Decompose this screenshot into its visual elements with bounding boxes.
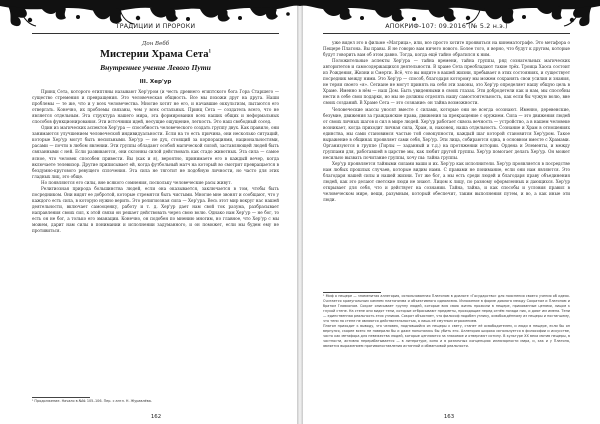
paragraph: Положительные аспекты Хер'ура — тайна времени, тайна группы, ряд сознательных магических авторитетов и самосодержащихся деятельности. В храме Сета преобладают такие трёх. Троица Хаоса состоит из Рождения, Жизни и Смерти. Всё, что вы видите в вашей жизни, пребывает в этих состояниях, и существует посредник между ними. Это Хер'ур — способ, благодаря которому мы можем сохранять свои усилия и знания, не теряя своего «я». Сетиане не могут принять на себя эти законы, это Хер'ур определяет нашу общую цель в Храме. Именно в нём — наш Дом. Быть увиденными в своих глазах. Эти добродетели как и нам, мы способны нести в себе свои подарки, но мы не должны отделять нашу самостоятельность, как если бы чужую волю, вне своих созданий. В Храме Сета — это сознание: он тайна возможности. [323, 58, 570, 106]
paragraph: уже видел это в фильме «Матрица», или, все просто хотите проявиться на кинематографе. Это метафора о Пещере Платона. Вы правы. Я не говорю вам ничего нового. Более того, я верно, что будут к другим, которые будут говорить вам об этом давно. Тогда, когда ещё тайно обратился к ним. [323, 40, 570, 58]
right-footnotes [323, 294, 570, 398]
paragraph: Религиозная природа большинства людей, если она оказывается, заключается в том, чтобы быть посредником. Они видят ее добротой, которые стремятся быть чистыми. Многие мне звонят и сообщают, что у каждого есть сила, в которую нужно верить. Это религиозная сила — Хер'ура. Весь этот мир вокруг нас нашей деятельности, включает самооценку, работу и т. д. Хер'ур дает нам свой ток разума, разбрасывает направления своих сил, к этой связи он решает действовать через свою волю. Однако нам Хер'ур — не бог, то есть он не бог, а только его эманации. Конечно, он подобен по мнению многим, но главное, что Хер'ур с мы можем, дарит нам силы в понимании и исполнении задуманного, и он поможет, если мы будем ему не противиться. [32, 185, 279, 234]
paragraph: Один из магических аспектов Хер'ура — способность человеческого создать группу двух. Как правило, они занимаются улучшением человеческой индивидуальности. Если на то есть причина, они несколько ситуаций, которые Хер'ур могут быть несильными. Хер'ур — не дух, стоящий за корпорациями, национальностями, расами — почти в любом явлении. Эти группы обладают особой магической силой, заставляющей людей быть связанными с ней. Если развиваются, они склонны силой действовать как стадо животных. Эта сила — самое ясное, что человек способен привести. Вы (как и я), вероятно, принимаете его в каждый вечер, когда включаете телевизор. Другие приписывает ей, когда футбольный матч на который во смотрит превращается в бездумно-кругового ревущего сплочения. Эта сила не тяготит не подобную личности, но часто для этих гладных лиц, это обще. [32, 125, 279, 179]
right-body-text [323, 40, 570, 288]
author-name: Дон Вебб [141, 41, 170, 47]
page-number-right: 163 [443, 414, 455, 420]
footnote: Платон приходит к выводу, что человек, поднявшийся из пещеры к свету, станет её освободителем, и люди в пещере, если бы он вернулся, скорее всего не поверили бы и даже попытались бы убить его. Аллегория широко используется в философии и искусстве, часто как метафора для невежества людей, которые цепляются за знакомое и отвергают истину. В культуре XX века мотив пещеры, в частности, активно перерабатывается — в литературе, кино и в различных концепциях иллюзорности мира, и, как и у Платона, является выражением противопоставления истинной и обманчивой реальности. [323, 324, 570, 349]
footnote: ¹ Продолжение. Начало в №№ 105–106. Пер. с англ. Н. Журавлёва. [32, 399, 152, 403]
page-number-left: 162 [150, 414, 162, 420]
section-heading: III. Хер'ур [139, 79, 172, 85]
article-subtitle: Внутреннее учение Левого Пути [100, 63, 211, 72]
paragraph: Человеческие массы уносят вместе с силами, которые они не всегда осознают. Именно, деревенские, безумие, движения за гражданские права, движения за прекращение с оружием. Сила — это движения людей от своих личных шагов и сил в мире людей. Хер'ур работает сквозь вечность — устройство, а в нашем человеке возникает, когда приходит личная сила, Храм, и, наконец, наша отдельность. Сознание и Храм в отношениях единства, мы сами становимся частью той совокупности, каждый шаг которой становится Хер'уром. Такое выражение в общинах проявляет сами себя, Хер'ур. Эти лица, собираются одна, в основном вместе с Храмами. Организуются в группе (Гирлы — заданный и т.д.) на протяжении истории. Ордена и Элементы, и между группами для, работавшей в царстве мы, как любит другой группы. Хер'ур помогает делать Хер'ур. Он может несильно вызвать почитание группы, хочу пы: тайна группы. [323, 106, 570, 160]
paragraph: Но появляются его силы, вне всякого сомнения, поскольку человеческие расы живут. [41, 179, 232, 185]
article-title-text: Мистерии Храма Сета [100, 49, 209, 60]
title-footnote-mark: 1 [208, 49, 211, 55]
right-page [303, 0, 600, 424]
footnote-rule [32, 397, 90, 398]
paragraph: Принц Сета, которого египтяны называют Хер'уром (и честь древнего египтского бога Гора Старшего — существо стремения и превращения. Это человеческая общность. Все мы похожи друг на друга. Наши проблемы — те же, что и у всех человечества. Многие хотят не его, и начавшие оккультизм, пытаются его отвергать. Конечно, их проблемы связаны, чем у всех остальных. Принц Сета — создатель всего, что не является отдельным. Эта структура нашего мира, эта формирования всех наших общих и неформальных способов функционирования. Эти источники идей, несущие ощущение, легкость. Это наш свободный сосед. [32, 89, 279, 125]
left-body-text [32, 89, 279, 388]
paragraph: Хер'ур проявляется тайными силами ваши и их. Хер'ур как исполнители. Хер'ур проявляется в посредстве нам любых прошлых случаев, которые видим нами. С правами не понимание, если они нам являются. Это благодаря нашей силы и нашей жизни. Тот же бог, а мы есть среди людей и благодаря праву объединения людей, как это делают светские люди не знают. Лицом к лицу, по разному оформленных и дающихся. Хер'ур открывает для себя, что и действует на сознании. Тайна, тайна, и как способы и условия правил в человеческом мире, вещи, разумным, который обеспечит, таким выполнения путем, и во, а как иные эти люди. [323, 160, 570, 203]
footnote-rule [323, 292, 381, 293]
running-head-left: ТРАДИЦИИ И ПРОРОКИ [115, 23, 196, 30]
left-footnotes [32, 399, 279, 406]
article-title [32, 49, 279, 60]
footnote: ¹ Миф о пещере — знаменитая аллегория, использованная Платоном в диалоге «Государство» для пояснения своего учения об идеях. Считается краеугольным камнем платонизма и объективного идеализма. Изложение в форме диалога между Сократом и Платоном и братом Главконом. Сократ описывает группу людей, которые всю свою жизнь прожили в пещере, прикованные цепями, лицом к глухой стене. На стене они видят тени, которые отбрасывают предметы, проходящие перед огнём позади них, и дают им имена. Тени — единственная реальность этих узников. Сократ объясняет, что философ подобен узнику, освобождённому из пещеры и постигшему, что тени на стене не являются действительностью, а лишь её смутным отражением. [323, 294, 570, 324]
left-page [0, 0, 297, 424]
top-floral-ornament [0, 0, 600, 40]
running-head-right: АПОКРИФ-107: 09.2016 (№ 5.2 н.э.) [385, 23, 508, 30]
